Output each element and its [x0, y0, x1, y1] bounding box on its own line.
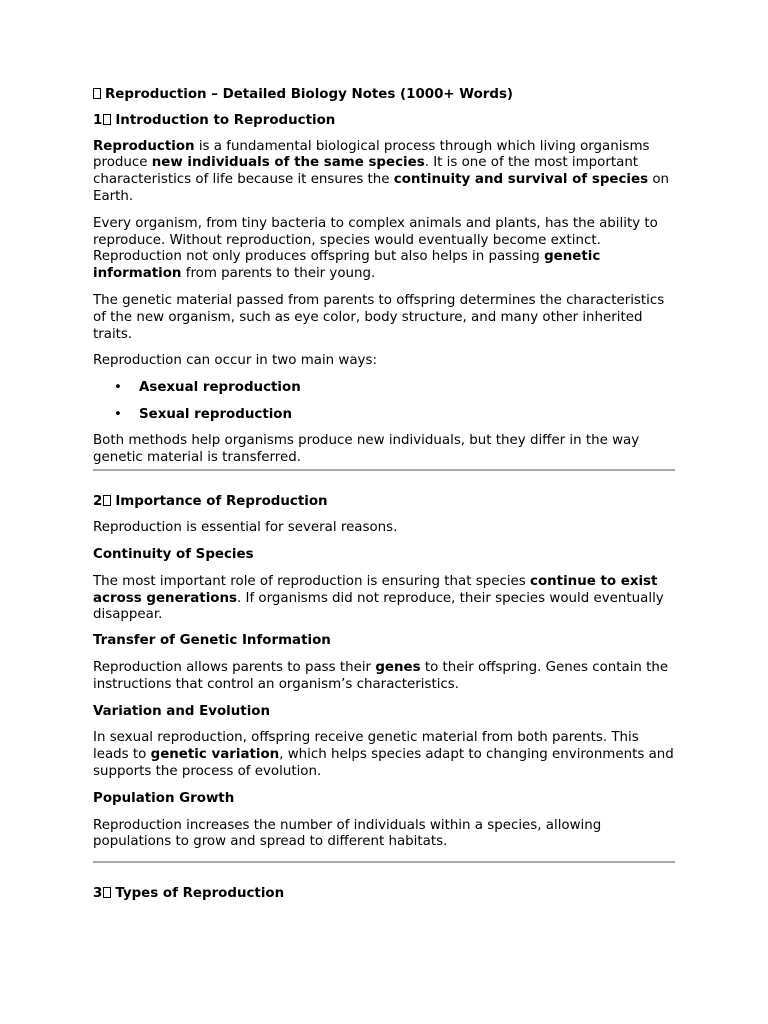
paragraph-text: on Earth. [93, 172, 670, 204]
subheading-genetic-transfer: Transfer of Genetic Information [93, 633, 331, 649]
section-1-heading [93, 113, 675, 130]
list-item: • Sexual reproduction [93, 407, 675, 424]
document-title [93, 87, 675, 104]
paragraph-text: Every organism, from tiny bacteria to complex animals and plants, has the ability to reproduce. Without reproduction, species would eventually become extinct. Reproduction not only produces offspring but also helps in passing [93, 215, 658, 265]
section-1-number: 1 [93, 112, 103, 128]
bold-term: continuity and survival of species [393, 172, 649, 188]
subheading-continuity: Continuity of Species [93, 546, 254, 562]
section-1-heading-text: Introduction to Reproduction [115, 112, 336, 128]
intro-paragraph-5: Both methods help organisms produce new individuals, but they differ in the way genetic material is transferred. [93, 432, 640, 465]
section-2-number: 2 [93, 494, 103, 510]
intro-paragraph-2 [93, 216, 675, 283]
section-divider [93, 861, 675, 863]
bold-term: genetic information [93, 249, 601, 282]
paragraph-text: . It is one of the most important characteristics of life because it ensures the [93, 155, 639, 188]
list-item: • Asexual reproduction [93, 380, 675, 397]
importance-intro: Reproduction is essential for several reasons. [93, 520, 398, 536]
intro-paragraph-3: The genetic material passed from parents to offspring determines the characteristics of the new organism, such as eye color, body structure, and many other inherited traits. [93, 292, 665, 342]
bold-term: genes [375, 659, 421, 675]
paragraph-text: Reproduction allows parents to pass their [93, 659, 376, 675]
paragraph-text: from parents to their young. [181, 266, 376, 282]
paragraph-text: In sexual reproduction, offspring receive genetic material from both parents. This leads to [93, 730, 639, 763]
keycap-glyph-icon [103, 495, 111, 506]
bold-term: continue to exist across generations [93, 573, 658, 606]
section-3-heading-text: Types of Reproduction [115, 886, 285, 902]
paragraph-text: The most important role of reproduction is ensuring that species [93, 573, 531, 589]
intro-paragraph-1 [93, 139, 675, 206]
subheading-variation: Variation and Evolution [93, 703, 271, 719]
document-page [93, 86, 675, 903]
section-2-heading-text: Importance of Reproduction [115, 494, 328, 510]
document-title-text: Reproduction – Detailed Biology Notes (1000+ Words) [105, 87, 514, 102]
keycap-glyph-icon [103, 887, 111, 898]
paragraph-text: is a fundamental biological process through which living organisms produce [93, 138, 650, 171]
subheading-population: Population Growth [93, 790, 235, 806]
section-3-number: 3 [93, 886, 103, 902]
continuity-paragraph [93, 574, 675, 624]
genetic-transfer-paragraph [93, 660, 675, 694]
intro-paragraph-4: Reproduction can occur in two main ways: [93, 353, 377, 369]
reproduction-types-list [93, 380, 675, 424]
section-2-heading [93, 494, 675, 511]
section-divider [93, 469, 675, 471]
bold-term: Reproduction [93, 138, 195, 154]
bold-term: new individuals of the same species [151, 155, 425, 171]
section-3-heading [93, 886, 675, 903]
paragraph-text: , which helps species adapt to changing environments and supports the process of evolution. [93, 747, 674, 779]
bold-term: genetic variation [150, 747, 280, 763]
paragraph-text: to their offspring. Genes contain the instructions that control an organism’s characteristics. [93, 659, 669, 692]
population-paragraph: Reproduction increases the number of individuals within a species, allowing populations to grow and spread to different habitats. [93, 817, 602, 850]
keycap-glyph-icon [103, 114, 111, 125]
missing-glyph-icon [93, 88, 101, 99]
paragraph-text: . If organisms did not reproduce, their species would eventually disappear. [93, 590, 664, 623]
variation-paragraph [93, 730, 675, 780]
